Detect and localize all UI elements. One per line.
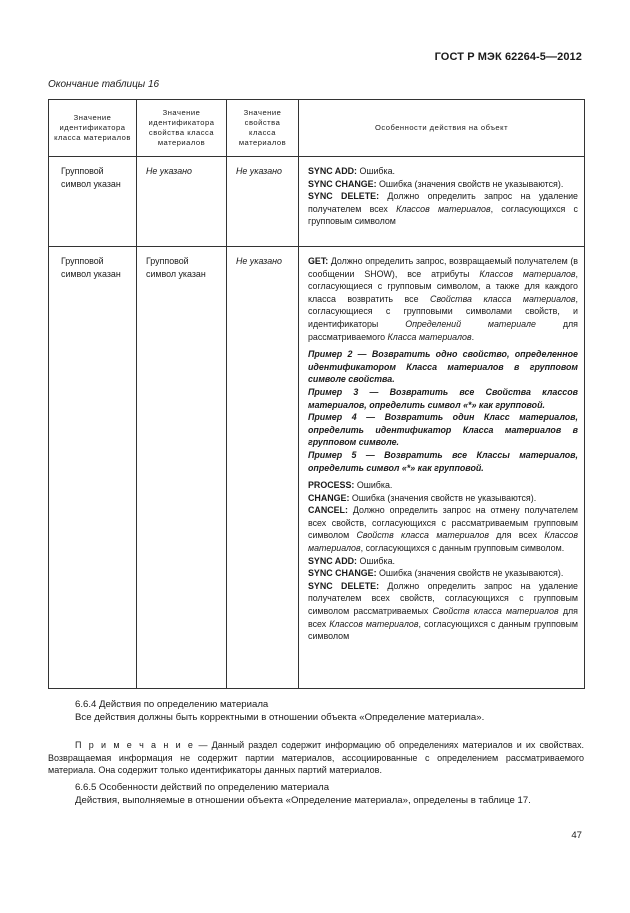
example-5: Пример 5 — Возвратить все Классы материалов, определить символ «*» как групповой. — [308, 449, 578, 473]
section-6-6-4 — [48, 698, 584, 724]
table-cell: Не указано — [137, 157, 227, 247]
action-description-cell: GET: Должно определить запрос, возвращаемый получателем (в сообщении SHOW), все атрибуты Классов материалов, согласующиеся с групповым символом, а также для каждого класса возвратить все Свойства класса материалов, согласующиеся с групповыми символами свойств, и идентификаторы Определений материале для рассматриваемого Класса материалов. Пример 2 — Возвратить одно свойство, определенное идентификатором Класса материалов в групповом символе свойства. Пример 3 — Возвратить все Свойства классов материалов, определить символ «*» как групповой. Пример 4 — Возвратить один Класс материалов, определить идентификатор Класса материалов в групповом символе. Пример 5 — Возвратить все Классы материалов, определить символ «*» как групповой. PROCESS: Ошибка. CHANGE: Ошибка (значения свойств не указываются). CANCEL: Должно определить запрос на отмену получателем всех свойств, согласующихся с рассматриваемым групповым символом Свойств класса материалов для всех Классов материалов, согласующихся с данным групповым символом. SYNC ADD: Ошибка. SYNC CHANGE: Ошибка (значения свойств не указываются). SYNC DELETE: Должно определить запрос на удаление получателем всех свойств, согласующихся с групповым символом рассматриваемых Свойств класса материалов для всех Классов материалов, согласующихся с данным групповым символом — [299, 247, 585, 689]
table-cell: Групповой символ указан — [49, 247, 137, 689]
table-row — [49, 247, 585, 689]
table-header-row — [49, 100, 585, 157]
section-6-6-5 — [48, 781, 584, 807]
column-header: Значение идентификатора класса материалов — [49, 100, 137, 157]
section-text: Все действия должны быть корректными в отношении объекта «Определение материала». — [75, 712, 485, 723]
page-number: 47 — [571, 830, 582, 841]
table-cell: Не указано — [227, 157, 299, 247]
section-text: Действия, выполняемые в отношении объекта «Определение материала», определены в таблице 17. — [75, 795, 531, 806]
table-cell: Групповой символ указан — [49, 157, 137, 247]
section-title: 6.6.5 Особенности действий по определению материала — [75, 782, 330, 793]
note-paragraph: П р и м е ч а н и е — Данный раздел содержит информацию об определениях материалов и их свойствах. Возвращаемая информация не содержит партии материалов, ассоциированные с определением рассматриваемого материала. Она содержит только идентификаторы данных партий материалов. — [48, 740, 584, 776]
table-row — [49, 157, 585, 247]
get-paragraph: GET: Должно определить запрос, возвращаемый получателем (в сообщении SHOW), все атрибуты Классов материалов, согласующиеся с групповым символом, а также для каждого класса возвратить все Свойства класса материалов, согласующиеся с групповыми символами свойств, и идентификаторы Определений материале для рассматриваемого Класса материалов. — [308, 256, 579, 342]
data-table — [48, 99, 585, 689]
column-header: Значение идентификатора свойства класса материалов — [137, 100, 227, 157]
section-title: 6.6.4 Действия по определению материала — [75, 699, 269, 710]
table-cell: Не указано — [227, 247, 299, 689]
example-3: Пример 3 — Возвратить все Свойства классов материалов, определить символ «*» как групповой. — [308, 386, 578, 410]
table-caption: Окончание таблицы 16 — [48, 79, 160, 90]
standard-header: ГОСТ Р МЭК 62264-5—2012 — [434, 51, 582, 63]
example-4: Пример 4 — Возвратить один Класс материалов, определить идентификатор Класса материалов в групповом символе. — [308, 412, 578, 448]
table-cell: Групповой символ указан — [137, 247, 227, 689]
example-2: Пример 2 — Возвратить одно свойство, определенное идентификатором Класса материалов в групповом символе свойства. — [308, 349, 578, 385]
column-header: Особенности действия на объект — [299, 100, 585, 157]
column-header: Значение свойства класса материалов — [227, 100, 299, 157]
action-description-cell: SYNC ADD: Ошибка. SYNC CHANGE: Ошибка (значения свойств не указываются). SYNC DELETE: Должно определить запрос на удаление получателем всех Классов материалов, согласующихся с групповым символом — [299, 157, 585, 247]
